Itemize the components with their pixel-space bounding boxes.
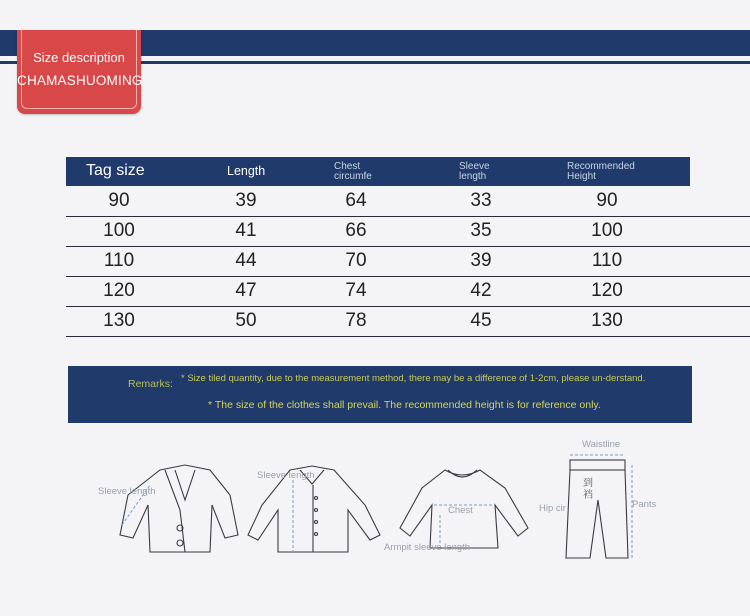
pants-diagram: [566, 460, 628, 558]
tag-size-cell: 120: [103, 280, 135, 301]
badge-border: [21, 30, 137, 109]
sleeve-cell: 45: [470, 310, 492, 331]
row-divider: [66, 216, 750, 217]
chest-cell: 74: [345, 280, 367, 301]
label-hip: Hip cir: [539, 503, 566, 514]
header-sleeve: Sleeve length: [459, 161, 490, 182]
tag-size-cell: 130: [103, 310, 135, 331]
remarks-box: [68, 366, 692, 423]
header-chest: Chest circumfe: [334, 161, 372, 182]
chest-cell: 70: [345, 250, 367, 271]
row-divider: [66, 246, 750, 247]
sleeve-cell: 42: [470, 280, 492, 301]
length-cell: 50: [235, 310, 257, 331]
header-tag-size: Tag size: [86, 162, 145, 179]
length-cell: 44: [235, 250, 257, 271]
sleeve-cell: 33: [470, 190, 492, 211]
header-length: Length: [227, 164, 266, 178]
label-pants: Pants: [632, 499, 657, 510]
tag-size-cell: 100: [103, 220, 135, 241]
label-sleeve-length-1: Sleeve length: [98, 486, 156, 497]
length-cell: 47: [235, 280, 257, 301]
garment-diagrams: [0, 440, 750, 610]
length-cell: 41: [235, 220, 257, 241]
height-cell: 120: [591, 280, 623, 301]
tag-size-cell: 90: [108, 190, 130, 211]
sleeve-cell: 35: [470, 220, 492, 241]
height-cell: 100: [591, 220, 623, 241]
label-sleeve-length-2: Sleeve length: [257, 470, 315, 481]
remarks-line-1: * Size tiled quantity, due to the measurement method, there may be a difference of 1-2cm, please un-derstand.: [181, 373, 646, 384]
label-crotch: 到裆: [583, 478, 593, 501]
label-armpit-sleeve: Armpit sleeve length: [384, 542, 471, 553]
header-recommended-height: Recommended Height: [567, 161, 635, 182]
height-cell: 90: [596, 190, 618, 211]
label-chest: Chest: [448, 505, 473, 516]
row-divider: [66, 276, 750, 277]
chest-cell: 78: [345, 310, 367, 331]
label-waistline: Waistline: [582, 439, 621, 450]
chest-cell: 64: [345, 190, 367, 211]
row-divider: [66, 306, 750, 307]
remarks-label: Remarks:: [128, 378, 173, 390]
length-cell: 39: [235, 190, 257, 211]
badge-subtitle: CHAMASHUOMING: [17, 73, 143, 88]
remarks-line-2: * The size of the clothes shall prevail. The recommended height is for reference only.: [208, 399, 601, 411]
sleeve-cell: 39: [470, 250, 492, 271]
height-cell: 110: [591, 250, 623, 271]
height-cell: 130: [591, 310, 623, 331]
row-divider: [66, 336, 750, 337]
chest-cell: 66: [345, 220, 367, 241]
size-table-header: [66, 157, 690, 186]
blazer-diagram: [120, 465, 238, 552]
badge-title: Size description: [33, 50, 125, 65]
size-description-badge: [17, 30, 141, 114]
tag-size-cell: 110: [103, 250, 135, 271]
